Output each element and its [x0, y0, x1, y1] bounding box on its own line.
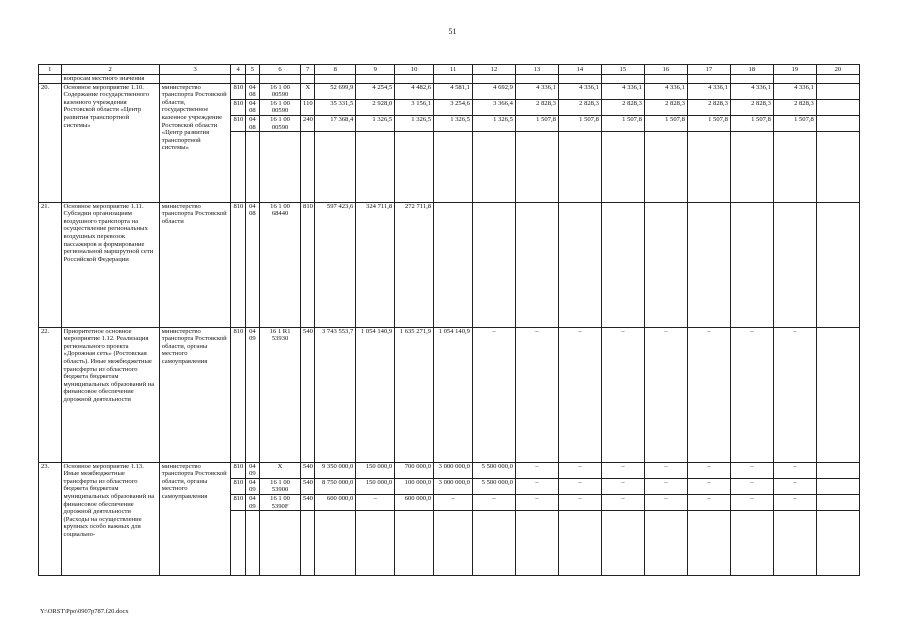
cell — [730, 202, 773, 327]
cell: 540 — [301, 462, 315, 478]
activity-name: Приоритетное основное мероприятие 1.12. Реализация регионального проекта «Дорожная сеть» (Ростовская область). Иные межбюджетные трансферты из областного бюджета бюджетам муниципальных образований на финансовое обеспечение дорожной деятельности — [61, 327, 159, 462]
cell: 04 09 — [245, 478, 259, 494]
cell: 3 000 000,0 — [434, 462, 473, 478]
cell — [816, 462, 859, 478]
header-cell-13: 13 — [515, 65, 558, 75]
cell — [601, 202, 644, 327]
executor: министерство транспорта Ростовской области, органы местного самоуправления — [159, 462, 231, 575]
header-cell-9: 9 — [356, 65, 395, 75]
cell: 16 1 00 53900 — [260, 478, 301, 494]
cell: 4 336,1 — [644, 83, 687, 99]
cell: 1 507,8 — [558, 115, 601, 131]
cell: – — [773, 494, 816, 510]
cell: – — [515, 494, 558, 510]
cell: 8 750 000,0 — [315, 478, 356, 494]
cell: 04 09 — [245, 327, 259, 462]
cell: 1 054 140,9 — [356, 327, 395, 462]
table-row — [39, 202, 860, 327]
cell: 1 507,8 — [515, 115, 558, 131]
cell — [773, 202, 816, 327]
cell — [816, 478, 859, 494]
cell: 324 711,8 — [356, 202, 395, 327]
cell: – — [730, 494, 773, 510]
cell: 150 000,0 — [356, 478, 395, 494]
footer-file-path: Y:\ORST\Ppo\0907p787.f20.docx — [40, 608, 129, 615]
cell: 4 336,1 — [773, 83, 816, 99]
cell: 4 336,1 — [730, 83, 773, 99]
cell: 4 482,6 — [395, 83, 434, 99]
activity-name: Основное мероприятие 1.10. Содержание государственного казенного учреждения Ростовской области «Центр развития транспортной системы» — [61, 83, 159, 202]
header-cell-20: 20 — [816, 65, 859, 75]
cell — [687, 202, 730, 327]
header-cell-2: 2 — [61, 65, 159, 75]
cell: – — [730, 327, 773, 462]
cell: 810 — [231, 83, 245, 99]
cell: – — [558, 327, 601, 462]
carry-text: вопросам местного значения — [61, 75, 159, 84]
cell: – — [601, 327, 644, 462]
cell: 3 366,4 — [472, 99, 515, 115]
cell: 1 326,5 — [356, 115, 395, 131]
cell: 04 08 — [245, 99, 259, 115]
cell: – — [644, 462, 687, 478]
cell: 16 1 00 68440 — [260, 202, 301, 327]
header-cell-7: 7 — [301, 65, 315, 75]
header-cell-17: 17 — [687, 65, 730, 75]
cell: 4 581,1 — [434, 83, 473, 99]
cell: 04 09 — [245, 494, 259, 510]
header-row — [39, 65, 860, 75]
cell: 810 — [231, 115, 245, 131]
cell: 16 1 00 00590 — [260, 83, 301, 99]
cell: 04 08 — [245, 115, 259, 131]
cell: 16 1 00 00590 — [260, 115, 301, 131]
cell: 3 156,1 — [395, 99, 434, 115]
header-cell-18: 18 — [730, 65, 773, 75]
cell: 5 500 000,0 — [472, 462, 515, 478]
cell: 2 828,3 — [644, 99, 687, 115]
header-cell-15: 15 — [601, 65, 644, 75]
cell: 1 507,8 — [601, 115, 644, 131]
cell: 1 635 271,9 — [395, 327, 434, 462]
executor: министерство транспорта Ростовской области, органы местного самоуправления — [159, 327, 231, 462]
cell: 3 254,6 — [434, 99, 473, 115]
row-number: 20. — [39, 83, 62, 202]
cell: – — [687, 478, 730, 494]
cell: Х — [301, 83, 315, 99]
header-cell-5: 5 — [245, 65, 259, 75]
cell: 810 — [231, 494, 245, 510]
program-table — [38, 64, 860, 576]
cell: – — [515, 478, 558, 494]
table-row — [39, 83, 860, 99]
executor: министерство транспорта Ростовской области, государственное казенное учреждение Ростовской области «Центр развития транспортной системы» — [159, 83, 231, 202]
cell: 110 — [301, 99, 315, 115]
cell: – — [730, 462, 773, 478]
cell: 810 — [301, 202, 315, 327]
cell: 4 254,5 — [356, 83, 395, 99]
header-cell-19: 19 — [773, 65, 816, 75]
cell — [816, 327, 859, 462]
cell: 16 1 00 5390F — [260, 494, 301, 510]
cell: 240 — [301, 115, 315, 131]
cell — [816, 202, 859, 327]
cell: 04 08 — [245, 202, 259, 327]
cell: 597 423,6 — [315, 202, 356, 327]
header-cell-3: 3 — [159, 65, 231, 75]
cell — [434, 202, 473, 327]
cell: – — [644, 494, 687, 510]
cell: 4 336,1 — [601, 83, 644, 99]
cell: – — [434, 494, 473, 510]
cell: – — [472, 494, 515, 510]
cell — [816, 115, 859, 131]
cell — [558, 202, 601, 327]
cell: 2 828,3 — [515, 99, 558, 115]
cell: 35 331,5 — [315, 99, 356, 115]
header-cell-14: 14 — [558, 65, 601, 75]
header-cell-6: 6 — [260, 65, 301, 75]
cell: 540 — [301, 327, 315, 462]
cell: 2 828,3 — [601, 99, 644, 115]
cell: 17 368,4 — [315, 115, 356, 131]
cell: 100 000,0 — [395, 478, 434, 494]
table-row — [39, 462, 860, 478]
header-cell-12: 12 — [472, 65, 515, 75]
cell: 810 — [231, 99, 245, 115]
cell: – — [773, 478, 816, 494]
cell: 4 336,1 — [515, 83, 558, 99]
cell: 4 336,1 — [687, 83, 730, 99]
cell: – — [515, 327, 558, 462]
cell: 540 — [301, 494, 315, 510]
cell: 3 000 000,0 — [434, 478, 473, 494]
cell: 600 000,0 — [315, 494, 356, 510]
cell — [816, 83, 859, 99]
cell: 2 828,3 — [558, 99, 601, 115]
header-cell-10: 10 — [395, 65, 434, 75]
row-number: 22. — [39, 327, 62, 462]
cell: – — [687, 494, 730, 510]
cell: 1 326,5 — [434, 115, 473, 131]
header-cell-8: 8 — [315, 65, 356, 75]
cell — [816, 494, 859, 510]
row-number: 21. — [39, 202, 62, 327]
cell: 540 — [301, 478, 315, 494]
cell: 810 — [231, 202, 245, 327]
cell: 1 054 140,9 — [434, 327, 473, 462]
table-row-carry — [39, 75, 860, 84]
cell — [472, 202, 515, 327]
cell: 9 350 000,0 — [315, 462, 356, 478]
cell: 4 692,9 — [472, 83, 515, 99]
cell — [816, 99, 859, 115]
cell: 600 000,0 — [395, 494, 434, 510]
cell: 810 — [231, 478, 245, 494]
cell: 2 928,0 — [356, 99, 395, 115]
cell: 4 336,1 — [558, 83, 601, 99]
table-row — [39, 327, 860, 462]
cell: – — [558, 462, 601, 478]
cell: 150 000,0 — [356, 462, 395, 478]
cell: 700 000,0 — [395, 462, 434, 478]
cell: 1 326,5 — [395, 115, 434, 131]
page-number: 51 — [448, 27, 457, 36]
cell: 810 — [231, 327, 245, 462]
cell: – — [558, 478, 601, 494]
cell: – — [515, 462, 558, 478]
cell: 2 828,3 — [773, 99, 816, 115]
cell: 272 711,8 — [395, 202, 434, 327]
row-number: 23. — [39, 462, 62, 575]
cell: 04 09 — [245, 462, 259, 478]
cell: 3 743 553,7 — [315, 327, 356, 462]
header-cell-1: 1 — [39, 65, 62, 75]
cell: – — [558, 494, 601, 510]
cell: 1 507,8 — [644, 115, 687, 131]
cell: 52 699,9 — [315, 83, 356, 99]
cell: 04 08 — [245, 83, 259, 99]
cell: 1 507,8 — [773, 115, 816, 131]
header-cell-4: 4 — [231, 65, 245, 75]
cell: – — [687, 327, 730, 462]
cell: – — [601, 462, 644, 478]
cell: – — [773, 327, 816, 462]
cell: 810 — [231, 462, 245, 478]
cell: – — [773, 462, 816, 478]
cell: 1 326,5 — [472, 115, 515, 131]
cell: – — [601, 478, 644, 494]
cell: Х — [260, 462, 301, 478]
cell — [644, 202, 687, 327]
cell: – — [730, 478, 773, 494]
cell — [515, 202, 558, 327]
cell: 1 507,8 — [730, 115, 773, 131]
cell: 16 1 00 00590 — [260, 99, 301, 115]
cell: – — [644, 327, 687, 462]
cell: – — [644, 478, 687, 494]
cell: – — [472, 327, 515, 462]
header-cell-11: 11 — [434, 65, 473, 75]
cell: 2 828,3 — [730, 99, 773, 115]
executor: министерство транспорта Ростовской области — [159, 202, 231, 327]
cell: 1 507,8 — [687, 115, 730, 131]
header-cell-16: 16 — [644, 65, 687, 75]
cell: 5 500 000,0 — [472, 478, 515, 494]
activity-name: Основное мероприятие 1.13. Иные межбюджетные трансферты из областного бюджета бюджетам муниципальных образований на финансовое обеспечение дорожной деятельности (Расходы на осуществление крупных особо важных для социально- — [61, 462, 159, 575]
activity-name: Основное мероприятие 1.11. Субсидии организациям воздушного транспорта на осуществление региональных воздушных перевозок пассажиров и формирование региональной маршрутной сети Российской Федерации — [61, 202, 159, 327]
cell: – — [687, 462, 730, 478]
cell: – — [601, 494, 644, 510]
cell: – — [356, 494, 395, 510]
cell: 2 828,3 — [687, 99, 730, 115]
cell: 16 1 R1 53930 — [260, 327, 301, 462]
